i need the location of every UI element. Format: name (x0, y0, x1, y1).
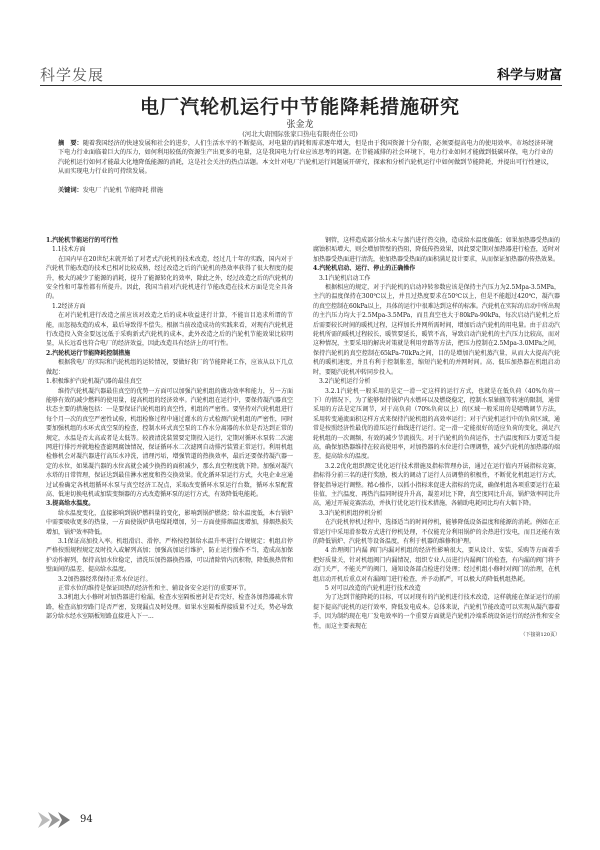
paragraph: 5 对可以改造的汽轮机进行技术改造 (325, 585, 421, 593)
affiliation: (河北大唐国际张家口热电有限责任公司) (242, 130, 358, 138)
paragraph: 4 治理阀门内漏 阀门内漏对机组的经济性影响很大，要从设计、安装、采购等方面着手把好质量关，针对机组阀门内漏情况，组织专业人员进行内漏阀门的检查，有内漏的阀门将予动门关严，不能关严的阀门，通知设备部点检进行处理；经过机组小修时对阀门的治理，在机组启动开机后重点对有漏阀门进行检查，并予动抓严，可以极大的降低机组热耗。 (313, 547, 560, 583)
abstract-text: 随着我国经济的快速发展和社会的进步，人们生活水平的不断提高，对电量的消耗和需求逐年增大，但是由于我国资源十分有限，必须要提高电力的使用效率。市场经济环境下电力行业面临着巨大的压力，如何利用较低的资源生产出更多的电量，这是我国电力行业应该思考的问题。在节能减排的社会环境下，电力行业如何才能做到低碳环保，电力行业的汽轮机运行如何才能最大化地降低能源的消耗，这是社会关注的热点话题。本文针对电厂汽轮机运行问题展开研究，探索和分析汽轮机运行中如何做到节能降耗，并提出可行性建议，从而实现电力行业的可持续发展。 (58, 140, 553, 176)
header-rule (40, 85, 562, 86)
paragraph: 根据相应的规定，对于汽轮机的启动冲转参数应该是保持主汽压力为2.5Mpa-3.5MPa，主汽的温度保持在300℃以上，并且过热度要求在50℃以上，但是不能超过420℃，凝汽器的真空控制在60kPa以上，具体的运行中很难达到这样的标准。汽轮机在实际的启动中所出现的主汽压力均大于2.5Mpa-3.5MPa，而且真空也大于80kPa-90kPa，每次启动汽轮机之后后需要较长时间的暖机过程，这样加长并网所需时间，增加后动汽轮机的用电量。由于启动汽轮机所需的暖机过程较长，暖管要延长，暖管不高，导致启动汽轮机的主汽压力比较高，而对这种情况，主要采用的解决对策就是利用旁路等方法，把压力控制在2.5Mpa-3.0MPa之间，保持汽轮机的真空控制在65kPa-70kPa之间，目的是增加汽轮机蒸汽量，从而大大提高汽轮机的暖机速度，并且有利于控制胀差，缩短汽轮机的并网时间。高、低压加热器在机组启动时，要随汽轮机冲转同步投入。 (313, 284, 560, 376)
paragraph: 正常水位的维持是保证回热的经济性和主、辅设备安全运行的重要环节。 (58, 585, 251, 593)
paragraph: 3.1保证高加投入率。机组滑启、滑停，严格按控制给水温升率进行合规规定；机组启停严格按照规程规定及时投入或解列高加；加强高加运行维护，防止运行操作不当，造成高加保护动作解列，保持高加水位稳定，清洗压加热器换热器，可以清除管内沉积物，降低换热管和壁面间的温差、提高给水温度。 (46, 538, 293, 574)
keywords-label: 关键词： (58, 187, 83, 194)
paragraph: 钢管，这样造成部分给水未与蒸汽进行热交换，造成给水温度偏低；如果加热器受热面的腐蚀积垢增大，则会增加管壁的热阻，降低传热效果，因此要定期对加热器进行检查，适时对加热器受热面进行清洗，使加热器受热面的面积满足设计要求，从而保证加热器的传热效果。 (313, 237, 560, 263)
paragraph: 3.2.1汽轮机一般采用的是定一滑一定这样的运行方式，也就是在低负荷（40%负荷一下）的情况下，为了能够保持锅炉内水燃环以及燃烧稳定，控制水泵轴瓶等转速的限制，通常采用的方法是定压调节，对于高负荷（70%负荷以上）的区域一般采用的是喷嘴调节方法，采用转变通流面积这样方式来保持汽轮机组的高效率运行；对于汽轮机运行中的负荷区域，通常是按照经济性最优的滑压运行曲线进行运行。定一滑一定能很好的适应负荷的变化，满足汽轮机组的一次调频，有效的减少节流损失。对于汽轮机的负荷运作，主汽温度和压力要适当提高，确保加热器维持在较高使用率，对加热器的水位进行合理调整，减少汽轮机的加热器的端差，提高给水的温度。 (313, 387, 560, 461)
paragraph: 1.积极维护汽轮机凝汽器的最佳真空 (46, 378, 142, 386)
paragraph: 在国内早在20世纪末就开始了对老式汽轮机的技术改造，经过几十年的实践，国内对于汽轮机节能改造的技术已相对比较成熟，经过改造之后的汽轮机的热效率获得了很大程度的提升，极大的减少了能源的消耗，提升了能源转化的效率，除此之外，经过改造之后的汽轮机的安全性和可靠性都有所提升。因此，我国当前对汽轮机进行节能改造在技术方面是完全具备的。 (46, 255, 293, 301)
section-label: 科学发展 (40, 66, 105, 84)
subsection-heading: 3.1汽轮机启动工作 (319, 274, 371, 282)
section-heading: 4.汽轮机启动、运行、停止的正确操作 (313, 265, 416, 273)
paragraph: （下接第120页） (520, 632, 560, 639)
keywords (58, 185, 163, 194)
paragraph: 3.2.2优化组织测定优化运行技术措施及指标管理办法，通过在运行值内开展指标竞赛，指标得分前三名的进行奖励，极大的调动了运行人员调整的积极性，不断优化机组运行方式，督促指导运行调整。精心操作，以抓小指标来促进大指标的完成，确保机组各项重要运行在最佳值，主汽温度、再热汽温同时提升升高，凝差对比下降，真空度同比升高，锅炉效率同比升高，通过开展竞赛活动，并执行优化运行技术措施，各辅助电耗同比均有大幅下降。 (313, 462, 560, 508)
left-column (46, 236, 293, 798)
subsection-heading: 3.2汽轮机运行分析 (319, 378, 371, 386)
subsection-heading: 1.1技术方面 (52, 246, 86, 254)
journal-label: 科学与财富 (496, 68, 562, 83)
abstract (58, 139, 556, 177)
section-heading: 1.汽轮机节能运行的可行性 (46, 237, 119, 244)
paragraph: 维持汽轮机凝汽器最佳真空的优势一方面可以加强汽轮机组的做功效率和能力，另一方面能够有效的减少燃料的使用量，提高机组的经济效率。汽轮机组在运行中，要保持凝汽器真空状态主要的措施包括：一是要保证汽轮机组的真空性，机组的严密性。要坚持对汽轮机组进行每个月一次的真空严密性试验，机组检修过程中通过灌水的方式检测汽轮机组的严密性，同时要加强机组的水环式真空泵的检查，控制水环式真空泵的工作水分离器的水位是否达到正常的规定，水温是否太高或者是太低等。较液清洗装置要定期投入运行，定期对循环水泵转二次滤网进行排污并就地检查滤网腐蚀情况，保证循环水二次滤网自动排污装置正常运行。利用机组检修机会对凝汽器进行高压水冲洗，清理污垢，增强管道的热换效率，最后还要保持凝汽器一定的水位，如果凝汽器的水位高就会减少换热的面积减少，那么真空程度就下降。加强对凝汽水塔的日常管理，保证达到最佳淋水密度和热交换效果。优化循环泵运行方式，火电企业应通过试验确定各机组循环水泵与真空经济工况点，采取改变循环水泵运行台数，循环水泵配置高、低速切换电机或加装变频器的方式改造循环泵的运行方式，有效降低电能耗。 (46, 387, 293, 498)
abstract-label: 摘 要： (58, 140, 83, 147)
subsection-heading: 1.2经济方面 (52, 302, 86, 310)
paragraph: 为了达到节能降耗的目标，可以对现有的汽轮机进行技术改造，这样就能在保证运行的前提下提高汽轮机的运行效率，降低发电成本。总体来说，汽轮机节能改造可以实现从凝汽器着手，因为制约现在电厂发电效率的一个重要方面就是汽轮机冷端系统设备运行的经济性和安全性，而这主要表现在 (313, 594, 560, 630)
right-column (313, 236, 560, 798)
double-chevron-right-icon (36, 808, 76, 832)
keywords-text: 发电厂 汽轮机 节能降耗 措施 (82, 187, 163, 194)
section-heading: 2.汽轮机运行节能降耗控制措施 (46, 349, 131, 357)
paragraph: 在对汽轮机进行改造之前应该对改造之后的成本收益进行计算，不能盲目追求所谓的节能，而忽视改造的成本，最后导致得不偿失。根据当前改造成功的实践来看，对现有汽轮机进行改造投入资金要远远低于采购新式汽轮机的成本，此外改造之后的汽轮机节能效果比较明显，从长远看也符合电厂的经济效益，因此改造具有经济上的可行性。 (46, 312, 293, 348)
author: 张金龙 (286, 120, 314, 130)
paragraph: 3.3机组大小修时对加热器进行检漏，检查水室隔板密封是否完好，检查各加热器疏水管路，检查高加旁路门是否严密，发现漏点及时处理。如果水室隔板焊接质量不过关，势必导致部分给水经水室隔板短路直接进入下一... (46, 594, 293, 621)
page-number: 94 (80, 814, 93, 825)
paragraph: 在汽轮机停机过程中，选择适当的时间停机，能够降低设备温度和能源的消耗。例如在正常运行中采用滑参数方式进行停机处理，不仅能充分利用锅炉的余热进行发电，而且还能有效的降低锅炉、汽轮机等设备温度，有利于机器的维修和护理。 (313, 519, 560, 545)
paragraph: 给水温度变化，直接影响到锅炉燃料量的变化，影响到锅炉燃烧；给水温度低，本台锅炉中需要吸收更多的热量，一方面使锅炉供电煤耗增加，另一方面使排烟温度增加，排烟热损失增加，锅炉效率降低。 (46, 509, 293, 536)
subsection-heading: 3.3汽轮机机组停机分析 (319, 509, 383, 517)
section-heading: 3.提高给水温度。 (46, 500, 95, 508)
paragraph: 3.2加热器经常保持正常水位运行。 (58, 575, 152, 583)
article-title: 电厂汽轮机运行中节能降耗措施研究 (139, 96, 460, 118)
paragraph: 根据我电厂的实际和汽轮机组的运转情况，要做好我厂的节能降耗工作，应该从以下几点做起： (46, 359, 293, 376)
